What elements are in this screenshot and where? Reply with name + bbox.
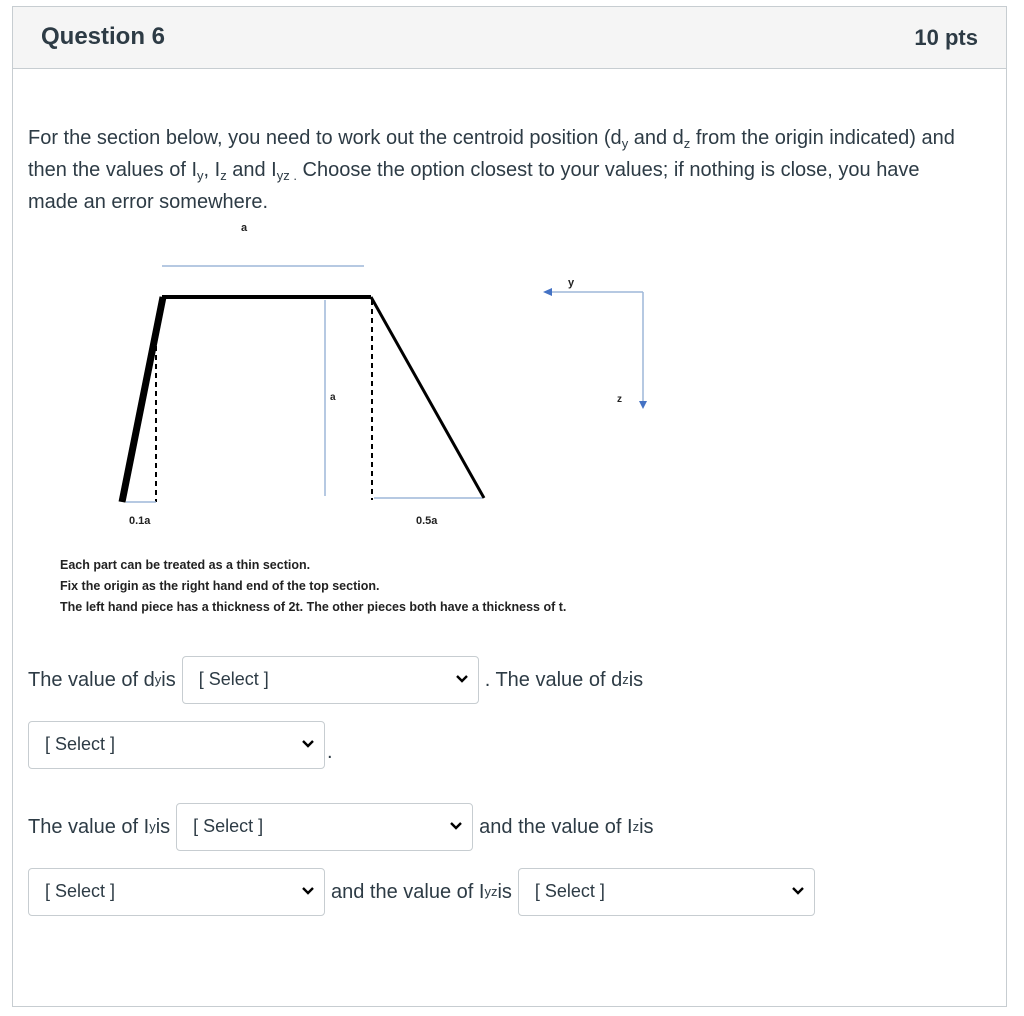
prompt-text: , I [203, 159, 221, 181]
question-title: Question 6 [41, 23, 166, 50]
dy-select[interactable] [182, 656, 479, 704]
answer-line-dz [28, 721, 333, 769]
question-points: 10 pts [914, 25, 978, 50]
select-label: [ Select ] [193, 816, 264, 836]
right-piece [371, 297, 484, 498]
label-05a: 0.5a [416, 515, 438, 527]
prompt-sub: z [220, 168, 227, 183]
section-notes [60, 555, 566, 618]
axis-z-label: z [617, 394, 622, 405]
chevron-down-icon [300, 881, 316, 901]
iyz-select[interactable] [518, 868, 815, 916]
answer-text: and the value of I [331, 880, 485, 903]
note-line: Fix the origin as the right hand end of the top section. [60, 579, 380, 593]
answer-text: . The value of d [484, 668, 623, 691]
label-a-top: a [241, 222, 248, 234]
prompt-text: Choose the option closest to your values; if nothing is close, you have made an error somewhere. [28, 159, 920, 213]
axis-z-arrow [639, 401, 647, 409]
select-label: [ Select ] [534, 881, 605, 901]
answer-text: is [161, 668, 176, 691]
prompt-text: For the section below, you need to work out the centroid position (d [28, 127, 622, 149]
label-01a: 0.1a [129, 515, 151, 527]
chevron-down-icon [448, 816, 464, 836]
prompt-text: and d [628, 127, 684, 149]
answer-text: is [155, 815, 171, 838]
answer-text: is [628, 668, 644, 691]
answer-line-iz-iyz: [ Select ] and the value of I yz is [ Select ] [28, 868, 821, 916]
select-label: [ Select ] [45, 734, 116, 754]
note-line: The left hand piece has a thickness of 2t. The other pieces both have a thickness of t. [60, 600, 567, 614]
prompt-sub: y [197, 168, 204, 183]
iy-select[interactable] [176, 803, 473, 851]
answer-text: The value of I [28, 815, 150, 838]
iz-select[interactable] [28, 868, 325, 916]
question-header [13, 7, 1006, 69]
chevron-down-icon [790, 881, 806, 901]
note-line: Each part can be treated as a thin section. [60, 558, 311, 572]
prompt-sub: y [621, 136, 629, 151]
left-piece [122, 297, 163, 502]
chevron-down-icon [300, 734, 316, 754]
dz-select[interactable] [28, 721, 325, 769]
axis-y-label: y [568, 277, 575, 289]
select-label: [ Select ] [45, 881, 116, 901]
prompt-text: and I [226, 159, 277, 181]
answer-text: is [639, 815, 654, 838]
axis-y-arrow [543, 288, 552, 296]
select-label: [ Select ] [198, 669, 269, 689]
answer-line-dy: The value of d y is [ Select ] . The value of d z is [28, 656, 643, 704]
prompt-text: from the origin indicated) and then the values of I [28, 127, 955, 181]
label-a-mid: a [330, 392, 336, 403]
answer-text: . [327, 740, 333, 763]
prompt-sub: z [683, 136, 691, 151]
question-prompt [28, 122, 968, 218]
chevron-down-icon [454, 669, 470, 689]
answer-text: The value of d [28, 668, 155, 691]
answer-text: is [497, 880, 512, 903]
answer-line-iy: The value of I y is [ Select ] and the value of I z is [28, 803, 654, 851]
answer-text: and the value of I [479, 815, 633, 838]
prompt-sub: yz . [276, 168, 297, 183]
